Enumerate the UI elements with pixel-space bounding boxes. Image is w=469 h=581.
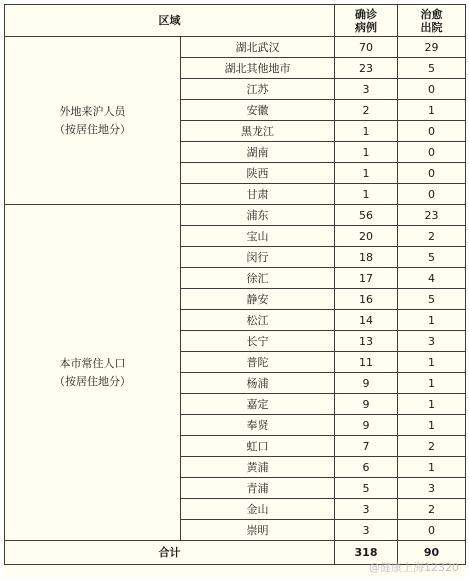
group-label-line: 外地来沪人员 bbox=[59, 104, 126, 118]
region-cell: 金山 bbox=[181, 499, 335, 520]
region-cell: 崇明 bbox=[181, 520, 335, 541]
recovered-cell: 5 bbox=[398, 247, 466, 268]
group-label bbox=[5, 205, 181, 541]
table-container bbox=[4, 4, 465, 577]
region-cell: 普陀 bbox=[181, 352, 335, 373]
confirmed-cell: 1 bbox=[335, 184, 398, 205]
region-cell: 奉贤 bbox=[181, 415, 335, 436]
recovered-cell: 4 bbox=[398, 268, 466, 289]
confirmed-cell: 2 bbox=[335, 100, 398, 121]
recovered-cell: 5 bbox=[398, 58, 466, 79]
confirmed-header-line1: 确诊 bbox=[355, 7, 377, 21]
confirmed-cell: 3 bbox=[335, 79, 398, 100]
region-cell: 杨浦 bbox=[181, 373, 335, 394]
recovered-header bbox=[398, 5, 466, 37]
group-label-line: 本市常住人口 bbox=[59, 356, 126, 370]
confirmed-cell: 56 bbox=[335, 205, 398, 226]
region-cell: 陕西 bbox=[181, 163, 335, 184]
group-label-line: （按居住地分） bbox=[54, 374, 131, 388]
region-cell: 安徽 bbox=[181, 100, 335, 121]
recovered-cell: 2 bbox=[398, 499, 466, 520]
recovered-cell: 1 bbox=[398, 457, 466, 478]
recovered-cell: 1 bbox=[398, 373, 466, 394]
recovered-cell: 0 bbox=[398, 520, 466, 541]
recovered-header-line2: 出院 bbox=[420, 20, 443, 34]
region-cell: 徐汇 bbox=[181, 268, 335, 289]
region-cell: 长宁 bbox=[181, 331, 335, 352]
case-table bbox=[4, 4, 466, 565]
region-cell: 闵行 bbox=[181, 247, 335, 268]
confirmed-cell: 7 bbox=[335, 436, 398, 457]
confirmed-cell: 1 bbox=[335, 142, 398, 163]
recovered-cell: 5 bbox=[398, 289, 466, 310]
confirmed-cell: 23 bbox=[335, 58, 398, 79]
recovered-header-line1: 治愈 bbox=[420, 7, 443, 21]
region-cell: 浦东 bbox=[181, 205, 335, 226]
header-row bbox=[5, 5, 466, 37]
region-cell: 江苏 bbox=[181, 79, 335, 100]
table-row bbox=[5, 37, 466, 58]
confirmed-cell: 1 bbox=[335, 121, 398, 142]
confirmed-cell: 13 bbox=[335, 331, 398, 352]
confirmed-cell: 9 bbox=[335, 415, 398, 436]
group-label bbox=[5, 37, 181, 205]
confirmed-cell: 6 bbox=[335, 457, 398, 478]
confirmed-header-line2: 病例 bbox=[355, 20, 377, 34]
recovered-cell: 0 bbox=[398, 79, 466, 100]
region-cell: 甘肃 bbox=[181, 184, 335, 205]
recovered-cell: 3 bbox=[398, 478, 466, 499]
region-header: 区域 bbox=[5, 5, 335, 37]
region-cell: 青浦 bbox=[181, 478, 335, 499]
region-cell: 宝山 bbox=[181, 226, 335, 247]
confirmed-cell: 11 bbox=[335, 352, 398, 373]
region-cell: 松江 bbox=[181, 310, 335, 331]
region-cell: 静安 bbox=[181, 289, 335, 310]
recovered-cell: 3 bbox=[398, 331, 466, 352]
confirmed-cell: 14 bbox=[335, 310, 398, 331]
recovered-cell: 1 bbox=[398, 352, 466, 373]
table-row bbox=[5, 205, 466, 226]
recovered-cell: 2 bbox=[398, 436, 466, 457]
confirmed-cell: 17 bbox=[335, 268, 398, 289]
confirmed-cell: 70 bbox=[335, 37, 398, 58]
total-confirmed: 318 bbox=[335, 541, 398, 565]
recovered-cell: 0 bbox=[398, 163, 466, 184]
recovered-cell: 1 bbox=[398, 100, 466, 121]
recovered-cell: 23 bbox=[398, 205, 466, 226]
confirmed-cell: 9 bbox=[335, 394, 398, 415]
confirmed-cell: 1 bbox=[335, 163, 398, 184]
group-label-line: （按居住地分） bbox=[54, 122, 131, 136]
recovered-cell: 1 bbox=[398, 394, 466, 415]
region-cell: 嘉定 bbox=[181, 394, 335, 415]
recovered-cell: 2 bbox=[398, 226, 466, 247]
confirmed-cell: 20 bbox=[335, 226, 398, 247]
watermark: @健康上海12320 bbox=[369, 561, 459, 574]
confirmed-cell: 16 bbox=[335, 289, 398, 310]
total-recovered: 90 bbox=[398, 541, 466, 565]
confirmed-header bbox=[335, 5, 398, 37]
region-cell: 黑龙江 bbox=[181, 121, 335, 142]
confirmed-cell: 18 bbox=[335, 247, 398, 268]
confirmed-cell: 9 bbox=[335, 373, 398, 394]
confirmed-cell: 5 bbox=[335, 478, 398, 499]
recovered-cell: 0 bbox=[398, 121, 466, 142]
confirmed-cell: 3 bbox=[335, 520, 398, 541]
region-cell: 湖北武汉 bbox=[181, 37, 335, 58]
recovered-cell: 0 bbox=[398, 184, 466, 205]
recovered-cell: 29 bbox=[398, 37, 466, 58]
region-cell: 虹口 bbox=[181, 436, 335, 457]
recovered-cell: 1 bbox=[398, 415, 466, 436]
region-cell: 湖北其他地市 bbox=[181, 58, 335, 79]
recovered-cell: 0 bbox=[398, 142, 466, 163]
region-cell: 湖南 bbox=[181, 142, 335, 163]
recovered-cell: 1 bbox=[398, 310, 466, 331]
table-body bbox=[5, 5, 466, 565]
confirmed-cell: 3 bbox=[335, 499, 398, 520]
total-label: 合计 bbox=[5, 541, 335, 565]
region-cell: 黄浦 bbox=[181, 457, 335, 478]
